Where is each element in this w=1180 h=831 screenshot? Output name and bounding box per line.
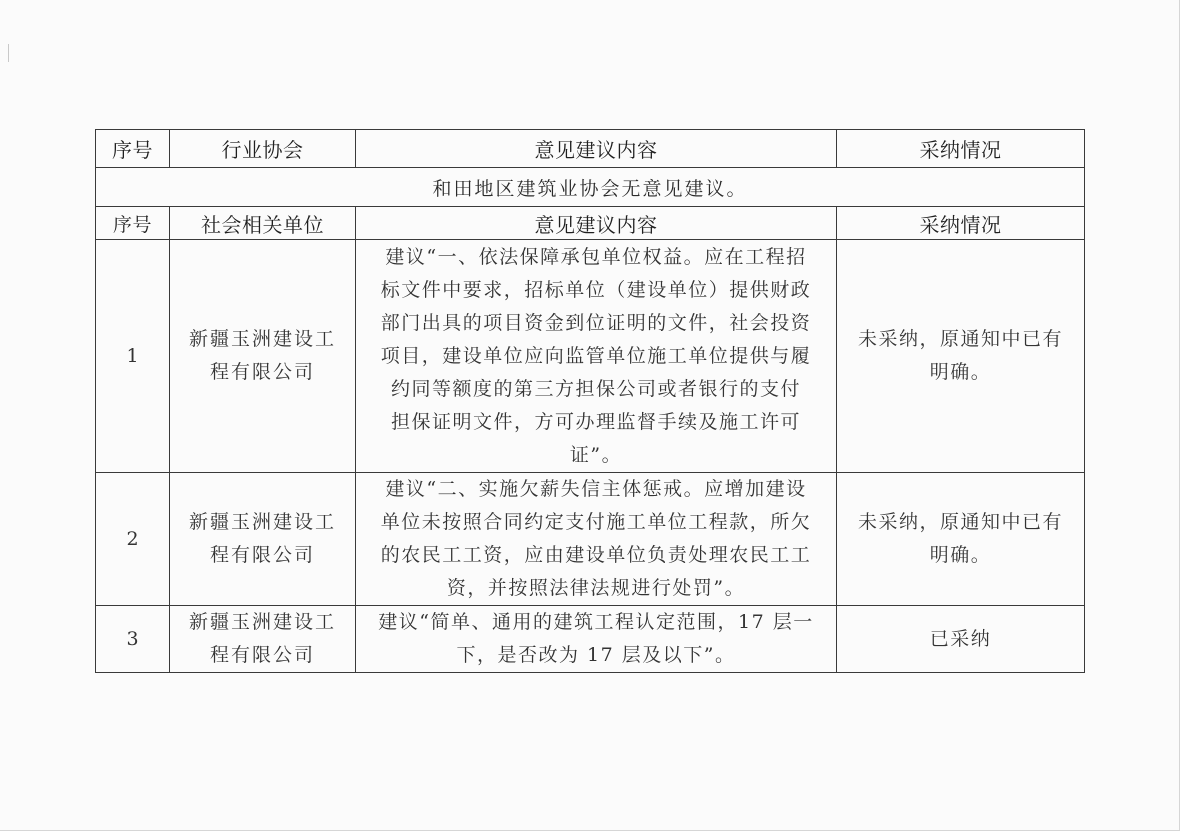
status-line: 未采纳，原通知中已有 <box>857 328 1063 350</box>
content-line: 建议“二、实施欠薪失信主体惩戒。应增加建设 <box>385 478 807 500</box>
status-line: 已采纳 <box>929 627 992 650</box>
header-adoption-status: 采纳情况 <box>837 207 1085 240</box>
content-line: 约同等额度的第三方担保公司或者银行的支付 <box>390 377 801 400</box>
unit-line: 新疆玉洲建设工 <box>188 611 336 633</box>
table-row <box>96 240 1085 473</box>
row-unit <box>170 606 356 673</box>
unit-line: 程有限公司 <box>209 644 315 666</box>
header-opinion-content: 意见建议内容 <box>356 130 837 168</box>
unit-line: 新疆玉洲建设工 <box>188 328 336 350</box>
row-seq: 2 <box>96 473 170 606</box>
no-opinion-notice: 和田地区建筑业协会无意见建议。 <box>96 168 1085 207</box>
row-seq: 1 <box>96 240 170 473</box>
header-industry-association: 行业协会 <box>170 130 356 168</box>
header-seq: 序号 <box>96 207 170 240</box>
header-seq: 序号 <box>96 130 170 168</box>
table-row <box>96 606 1085 673</box>
row-status <box>837 606 1085 673</box>
header-opinion-content: 意见建议内容 <box>356 207 837 240</box>
page-edge-mark <box>8 44 9 62</box>
row-status <box>837 473 1085 606</box>
unit-line: 程有限公司 <box>209 361 315 383</box>
content-line: 部门出具的项目资金到位证明的文件，社会投资 <box>380 311 812 334</box>
row-unit <box>170 240 356 473</box>
row-unit <box>170 473 356 606</box>
header-row-associations <box>96 130 1085 168</box>
status-line: 未采纳，原通知中已有 <box>857 511 1063 533</box>
content-line: 的农民工工资，应由建设单位负责处理农民工工 <box>380 544 812 566</box>
content-line: 下，是否改为 17 层及以下”。 <box>456 644 736 666</box>
content-line: 单位未按照合同约定支付施工单位工程款，所欠 <box>380 511 812 533</box>
header-related-unit: 社会相关单位 <box>170 207 356 240</box>
row-content <box>356 240 837 473</box>
unit-line: 新疆玉洲建设工 <box>188 511 336 533</box>
header-adoption-status: 采纳情况 <box>837 130 1085 168</box>
header-row-units <box>96 207 1085 240</box>
content-line: 建议“简单、通用的建筑工程认定范围，17 层一 <box>378 611 814 633</box>
status-line: 明确。 <box>929 544 992 566</box>
row-content <box>356 606 837 673</box>
row-status <box>837 240 1085 473</box>
content-line: 建议“一、依法保障承包单位权益。应在工程招 <box>385 245 807 268</box>
content-line: 标文件中要求，招标单位（建设单位）提供财政 <box>380 278 812 301</box>
content-line: 证”。 <box>569 443 623 466</box>
opinions-table <box>95 129 1085 673</box>
content-line: 资，并按照法律法规进行处罚”。 <box>446 577 746 599</box>
notice-row <box>96 168 1085 207</box>
content-line: 项目，建设单位应向监管单位施工单位提供与履 <box>380 344 812 367</box>
status-line: 明确。 <box>929 361 992 383</box>
unit-line: 程有限公司 <box>209 544 315 566</box>
content-line: 担保证明文件，方可办理监督手续及施工许可 <box>390 410 801 433</box>
row-content <box>356 473 837 606</box>
table-row <box>96 473 1085 606</box>
row-seq: 3 <box>96 606 170 673</box>
